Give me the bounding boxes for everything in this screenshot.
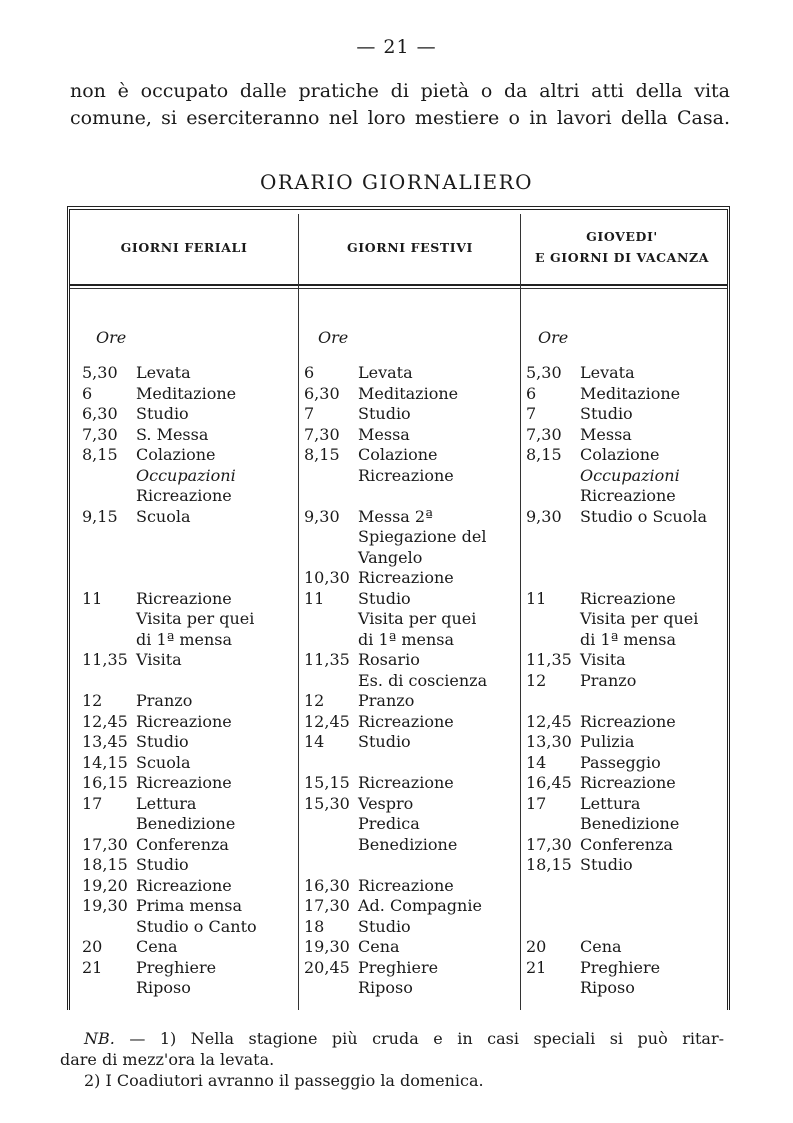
- schedule-row: [526, 691, 722, 712]
- schedule-row: [526, 486, 722, 507]
- schedule-row: [304, 548, 516, 569]
- schedule-activity: Studio: [580, 855, 633, 874]
- schedule-time: 18,15: [82, 855, 128, 874]
- schedule-row: [82, 466, 294, 487]
- schedule-row: [82, 609, 294, 630]
- column-festivi: [304, 363, 516, 999]
- schedule-time: 17,30: [526, 834, 572, 854]
- schedule-row: [82, 773, 294, 794]
- schedule-activity: Ricreazione: [358, 875, 454, 895]
- schedule-row: [82, 876, 294, 897]
- schedule-row: [526, 937, 722, 958]
- schedule-activity: Meditazione: [580, 383, 681, 403]
- schedule-activity: Meditazione: [136, 383, 237, 403]
- schedule-activity: Lettura: [580, 793, 641, 813]
- schedule-activity: Levata: [580, 363, 635, 382]
- schedule-activity: Ricreazione: [136, 486, 232, 505]
- schedule-row: [304, 425, 516, 446]
- schedule-row: [526, 507, 722, 528]
- schedule-activity: Ricreazione: [136, 773, 232, 792]
- ore-label-festivi: Ore: [318, 328, 349, 347]
- schedule-activity: Vangelo: [358, 547, 423, 567]
- schedule-row: [304, 958, 516, 979]
- schedule-row: [526, 794, 722, 815]
- schedule-time: 7,30: [82, 424, 118, 444]
- schedule-row: [304, 835, 516, 856]
- header-feriali: [70, 210, 298, 284]
- footnote-line-1: [84, 1028, 724, 1049]
- schedule-activity: Colazione: [580, 445, 660, 464]
- header-giovedi-line2: E GIORNI DI VACANZA: [534, 250, 710, 265]
- schedule-row: [304, 404, 516, 425]
- schedule-activity: Ricreazione: [358, 773, 454, 792]
- schedule-activity: di 1ª mensa: [136, 629, 233, 649]
- schedule-row: [526, 445, 722, 466]
- schedule-row: [304, 814, 516, 835]
- schedule-time: 19,30: [82, 896, 128, 915]
- schedule-activity: Lettura: [136, 793, 197, 813]
- table-header-row: [70, 210, 727, 286]
- schedule-activity: Cena: [358, 937, 400, 956]
- schedule-activity: Rosario: [358, 650, 420, 669]
- schedule-row: [82, 650, 294, 671]
- schedule-time: 9,30: [526, 506, 562, 526]
- schedule-time: 17,30: [82, 834, 128, 854]
- schedule-activity: Conferenza: [136, 834, 229, 854]
- schedule-row: [82, 425, 294, 446]
- schedule-activity: Passeggio: [580, 752, 661, 772]
- column-divider: [298, 214, 299, 1010]
- schedule-row: [82, 732, 294, 753]
- schedule-activity: Pranzo: [136, 691, 193, 710]
- schedule-time: 20: [526, 937, 547, 956]
- schedule-row: [304, 773, 516, 794]
- schedule-row: [304, 732, 516, 753]
- schedule-time: 9,30: [304, 506, 340, 526]
- schedule-activity: Ad. Compagnie: [358, 896, 482, 915]
- schedule-activity: Visita: [136, 650, 182, 669]
- header-giovedi-line1: GIOVEDI': [586, 229, 658, 244]
- schedule-row: [526, 896, 722, 917]
- schedule-row: [304, 527, 516, 548]
- column-feriali: [82, 363, 294, 999]
- schedule-row: [82, 445, 294, 466]
- schedule-activity: Preghiere: [580, 957, 661, 977]
- schedule-row: [526, 404, 722, 425]
- schedule-row: [304, 650, 516, 671]
- schedule-activity: Cena: [580, 937, 622, 956]
- schedule-activity: Conferenza: [580, 834, 673, 854]
- schedule-time: 14: [526, 752, 547, 772]
- schedule-activity: Levata: [358, 363, 413, 382]
- schedule-activity: Ricreazione: [358, 568, 454, 587]
- schedule-activity: Studio: [358, 404, 411, 423]
- schedule-activity: Benedizione: [358, 834, 458, 854]
- schedule-time: 12,45: [82, 711, 128, 731]
- header-festivi: [300, 210, 520, 284]
- schedule-time: 20,45: [304, 957, 350, 977]
- schedule-time: 12: [304, 691, 325, 710]
- schedule-time: 19,20: [82, 875, 128, 895]
- schedule-time: 12,45: [526, 711, 572, 731]
- schedule-time: 11,35: [82, 650, 128, 669]
- schedule-row: [526, 384, 722, 405]
- schedule-time: 6: [82, 383, 93, 403]
- schedule-row: [82, 978, 294, 999]
- schedule-row: [526, 671, 722, 692]
- schedule-row: [304, 363, 516, 384]
- schedule-row: [304, 568, 516, 589]
- schedule-activity: Vespro: [358, 793, 414, 813]
- schedule-time: 7: [526, 404, 537, 423]
- schedule-activity: Visita: [580, 650, 626, 669]
- schedule-time: 11: [82, 588, 103, 608]
- ore-label-giovedi: Ore: [538, 328, 569, 347]
- schedule-time: 14: [304, 732, 325, 751]
- schedule-row: [304, 671, 516, 692]
- schedule-activity: Studio: [136, 404, 189, 423]
- schedule-time: 21: [82, 957, 103, 977]
- schedule-activity: Pranzo: [358, 691, 415, 710]
- schedule-row: [82, 671, 294, 692]
- schedule-activity: Studio: [136, 855, 189, 874]
- schedule-activity: Levata: [136, 363, 191, 382]
- schedule-time: 10,30: [304, 568, 350, 587]
- schedule-row: [304, 466, 516, 487]
- schedule-row: [304, 691, 516, 712]
- schedule-activity: Preghiere: [358, 957, 439, 977]
- schedule-row: [526, 753, 722, 774]
- schedule-row: [82, 896, 294, 917]
- schedule-row: [304, 630, 516, 651]
- schedule-row: [304, 486, 516, 507]
- schedule-time: 12: [82, 691, 103, 710]
- schedule-activity: Prima mensa: [136, 896, 243, 915]
- schedule-activity: Colazione: [358, 445, 438, 464]
- schedule-time: 5,30: [82, 363, 118, 382]
- schedule-row: [82, 917, 294, 938]
- schedule-row: [526, 958, 722, 979]
- header-giovedi: [522, 210, 722, 284]
- header-feriali-label: GIORNI FERIALI: [120, 239, 248, 255]
- schedule-row: [82, 691, 294, 712]
- schedule-activity: Studio: [136, 732, 189, 751]
- schedule-activity: Riposo: [580, 978, 635, 997]
- schedule-time: 5,30: [526, 363, 562, 382]
- schedule-time: 16,15: [82, 773, 128, 792]
- schedule-activity: Ricreazione: [136, 588, 232, 608]
- schedule-activity: Studio: [358, 588, 411, 608]
- schedule-time: 9,15: [82, 506, 118, 526]
- schedule-row: [304, 507, 516, 528]
- schedule-time: 17,30: [304, 896, 350, 915]
- schedule-activity: Ricreazione: [580, 588, 676, 608]
- schedule-activity: Studio o Canto: [136, 916, 257, 936]
- schedule-time: 18: [304, 916, 325, 936]
- intro-line: non è occupato dalle pratiche di pietà o da altri atti della vita: [70, 80, 730, 102]
- schedule-time: 6: [304, 363, 315, 382]
- schedule-activity: Occupazioni: [136, 465, 236, 485]
- schedule-row: [526, 835, 722, 856]
- schedule-row: [82, 363, 294, 384]
- schedule-row: [526, 917, 722, 938]
- schedule-activity: Ricreazione: [580, 711, 676, 731]
- schedule-time: 14,15: [82, 752, 128, 772]
- schedule-activity: Riposo: [136, 978, 191, 997]
- schedule-row: [526, 855, 722, 876]
- schedule-row: [304, 589, 516, 610]
- section-title: ORARIO GIORNALIERO: [259, 170, 534, 194]
- schedule-activity: Studio: [358, 916, 411, 936]
- header-rule: [70, 288, 727, 289]
- schedule-row: [304, 937, 516, 958]
- schedule-time: 6,30: [304, 383, 340, 403]
- schedule-row: [82, 958, 294, 979]
- schedule-time: 13,45: [82, 732, 128, 751]
- schedule-time: 11,35: [304, 650, 350, 669]
- schedule-row: [526, 732, 722, 753]
- footnote-text-1: — 1) Nella stagione più cruda e in casi speciali si può ritar-: [129, 1029, 724, 1048]
- schedule-row: [304, 445, 516, 466]
- schedule-activity: Ricreazione: [136, 711, 232, 731]
- schedule-time: 8,15: [526, 445, 562, 464]
- schedule-activity: S. Messa: [136, 424, 209, 444]
- schedule-row: [304, 384, 516, 405]
- schedule-row: [526, 466, 722, 487]
- schedule-time: 21: [526, 957, 547, 977]
- schedule-time: 6,30: [82, 404, 118, 423]
- schedule-activity: Messa 2ª: [358, 506, 433, 526]
- schedule-activity: Messa: [580, 424, 632, 444]
- schedule-activity: Occupazioni: [580, 465, 680, 485]
- schedule-activity: Ricreazione: [580, 486, 676, 505]
- schedule-row: [526, 650, 722, 671]
- schedule-row: [82, 794, 294, 815]
- schedule-row: [526, 589, 722, 610]
- schedule-time: 11: [304, 588, 325, 608]
- schedule-row: [82, 548, 294, 569]
- schedule-row: [82, 712, 294, 733]
- schedule-row: [82, 384, 294, 405]
- schedule-time: 12: [526, 670, 547, 690]
- schedule-time: 7,30: [304, 424, 340, 444]
- schedule-time: 15,30: [304, 793, 350, 813]
- ore-label-feriali: Ore: [96, 328, 127, 347]
- schedule-row: [82, 835, 294, 856]
- column-giovedi: [526, 363, 722, 999]
- page-number: — 21 —: [356, 36, 437, 58]
- schedule-row: [526, 527, 722, 548]
- schedule-activity: Scuola: [136, 752, 191, 772]
- schedule-row: [526, 978, 722, 999]
- schedule-activity: Ricreazione: [358, 465, 454, 485]
- schedule-row: [82, 937, 294, 958]
- schedule-activity: Studio: [358, 732, 411, 751]
- schedule-row: [82, 855, 294, 876]
- schedule-row: [82, 404, 294, 425]
- schedule-time: 8,15: [304, 445, 340, 464]
- schedule-row: [526, 712, 722, 733]
- schedule-row: [82, 589, 294, 610]
- column-divider: [520, 214, 521, 1010]
- schedule-time: 19,30: [304, 937, 350, 956]
- schedule-activity: Es. di coscienza: [358, 670, 488, 690]
- schedule-row: [304, 753, 516, 774]
- schedule-row: [82, 486, 294, 507]
- schedule-time: 13,30: [526, 732, 572, 751]
- schedule-time: 15,15: [304, 773, 350, 792]
- schedule-activity: Benedizione: [580, 814, 680, 833]
- schedule-activity: Ricreazione: [580, 773, 676, 792]
- schedule-time: 17: [526, 793, 547, 813]
- schedule-activity: Pranzo: [580, 670, 637, 690]
- schedule-activity: Predica: [358, 814, 420, 833]
- schedule-activity: Preghiere: [136, 957, 217, 977]
- schedule-time: 11: [526, 588, 547, 608]
- schedule-activity: Messa: [358, 424, 410, 444]
- schedule-row: [304, 855, 516, 876]
- schedule-row: [304, 978, 516, 999]
- schedule-time: 16,45: [526, 773, 572, 792]
- header-festivi-label: GIORNI FESTIVI: [347, 239, 473, 255]
- schedule-time: 7: [304, 404, 315, 423]
- footnote-line-2: dare di mezz'ora la levata.: [60, 1050, 275, 1069]
- schedule-activity: Ricreazione: [358, 711, 454, 731]
- schedule-activity: Scuola: [136, 506, 191, 526]
- schedule-time: 11,35: [526, 650, 572, 669]
- footnote-label: NB.: [84, 1029, 115, 1048]
- schedule-row: [82, 814, 294, 835]
- schedule-time: 20: [82, 937, 103, 956]
- schedule-activity: Benedizione: [136, 814, 236, 833]
- schedule-row: [526, 568, 722, 589]
- schedule-activity: Cena: [136, 937, 178, 956]
- schedule-time: 8,15: [82, 445, 118, 464]
- schedule-activity: Pulizia: [580, 732, 635, 751]
- schedule-table: [67, 206, 730, 1010]
- intro-line: comune, si eserciteranno nel loro mestiere o in lavori della Casa.: [70, 107, 730, 129]
- schedule-time: 7,30: [526, 424, 562, 444]
- schedule-row: [304, 712, 516, 733]
- footnote: [60, 1028, 724, 1091]
- schedule-activity: Visita per quei: [358, 609, 477, 628]
- schedule-row: [526, 630, 722, 651]
- schedule-row: [526, 609, 722, 630]
- schedule-row: [304, 609, 516, 630]
- intro-paragraph: [70, 78, 730, 132]
- schedule-row: [526, 425, 722, 446]
- schedule-time: 18,15: [526, 855, 572, 874]
- schedule-row: [82, 568, 294, 589]
- schedule-activity: Riposo: [358, 978, 413, 997]
- schedule-row: [304, 876, 516, 897]
- schedule-row: [526, 814, 722, 835]
- schedule-row: [526, 773, 722, 794]
- schedule-time: 16,30: [304, 875, 350, 895]
- schedule-row: [304, 794, 516, 815]
- schedule-row: [82, 507, 294, 528]
- schedule-activity: Visita per quei: [136, 609, 255, 628]
- schedule-row: [304, 917, 516, 938]
- schedule-time: 17: [82, 793, 103, 813]
- schedule-time: 12,45: [304, 711, 350, 731]
- schedule-time: 6: [526, 383, 537, 403]
- schedule-activity: Studio o Scuola: [580, 506, 708, 526]
- schedule-activity: di 1ª mensa: [580, 629, 677, 649]
- footnote-line-3: 2) I Coadiutori avranno il passeggio la domenica.: [84, 1071, 484, 1090]
- schedule-row: [82, 753, 294, 774]
- schedule-activity: Visita per quei: [580, 609, 699, 628]
- schedule-row: [526, 876, 722, 897]
- schedule-activity: Studio: [580, 404, 633, 423]
- schedule-activity: Ricreazione: [136, 875, 232, 895]
- schedule-row: [526, 548, 722, 569]
- schedule-row: [82, 630, 294, 651]
- schedule-row: [82, 527, 294, 548]
- schedule-activity: Meditazione: [358, 383, 459, 403]
- schedule-activity: di 1ª mensa: [358, 629, 455, 649]
- schedule-row: [304, 896, 516, 917]
- schedule-activity: Spiegazione del: [358, 527, 487, 546]
- schedule-row: [526, 363, 722, 384]
- schedule-activity: Colazione: [136, 445, 216, 464]
